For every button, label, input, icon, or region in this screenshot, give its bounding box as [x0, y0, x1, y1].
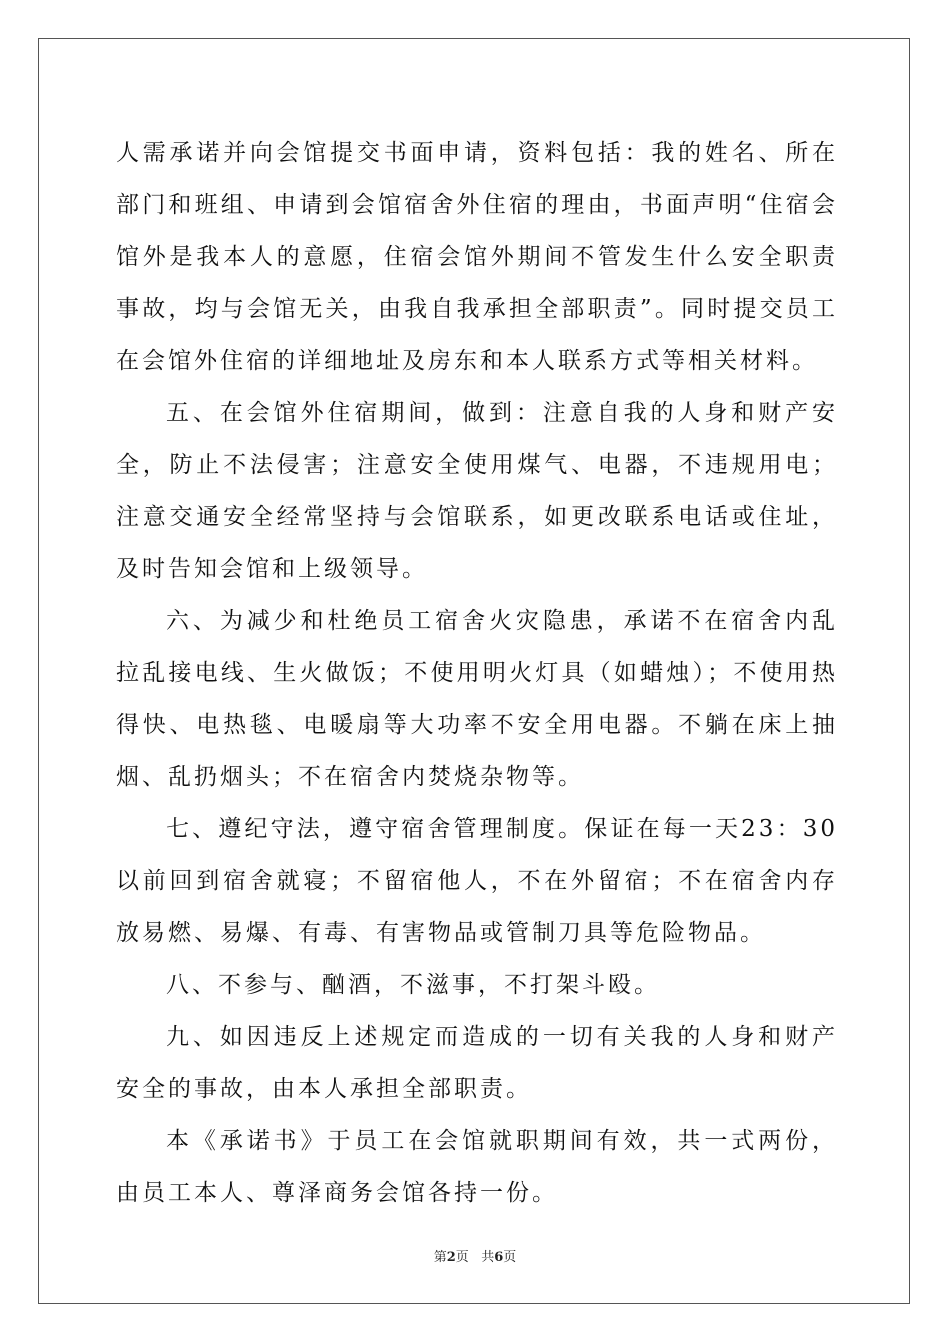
page-footer [0, 1246, 950, 1265]
paragraph-continuation: 人需承诺并向会馆提交书面申请，资料包括：我的姓名、所在部门和班组、申请到会馆宿舍外住宿的理由，书面声明“住宿会馆外是我本人的意愿，住宿会馆外期间不管发生什么安全职责事故，均与会馆无关，由我自我承担全部职责”。同时提交员工在会馆外住宿的详细地址及房东和本人联系方式等相关材料。 [116, 140, 838, 374]
footer-total-suffix: 页 [503, 1250, 517, 1265]
paragraph-item-5: 五、在会馆外住宿期间，做到：注意自我的人身和财产安全，防止不法侵害；注意安全使用煤气、电器，不违规用电；注意交通安全经常坚持与会馆联系，如更改联系电话或住址，及时告知会馆和上级领导。 [116, 400, 838, 582]
paragraph-item-9: 九、如因违反上述规定而造成的一切有关我的人身和财产安全的事故，由本人承担全部职责。 [116, 1024, 838, 1102]
total-page-number: 6 [494, 1250, 504, 1265]
paragraph-closing: 本《承诺书》于员工在会馆就职期间有效，共一式两份，由员工本人、尊泽商务会馆各持一份。 [116, 1128, 838, 1206]
current-page-number: 2 [446, 1250, 456, 1265]
paragraph-item-6: 六、为减少和杜绝员工宿舍火灾隐患，承诺不在宿舍内乱拉乱接电线、生火做饭；不使用明火灯具（如蜡烛）；不使用热得快、电热毯、电暖扇等大功率不安全用电器。不躺在床上抽烟、乱扔烟头；不在宿舍内焚烧杂物等。 [116, 608, 838, 790]
paragraph-item-8: 八、不参与、酗酒，不滋事，不打架斗殴。 [166, 972, 660, 998]
document-body [116, 127, 838, 1219]
footer-prefix: 第 [433, 1250, 447, 1265]
footer-page-suffix: 页 [455, 1250, 469, 1265]
footer-total-prefix: 共 [481, 1250, 495, 1265]
paragraph-item-7: 七、遵纪守法，遵守宿舍管理制度。保证在每一天23：30以前回到宿舍就寝；不留宿他人，不在外留宿；不在宿舍内存放易燃、易爆、有毒、有害物品或管制刀具等危险物品。 [116, 816, 838, 946]
